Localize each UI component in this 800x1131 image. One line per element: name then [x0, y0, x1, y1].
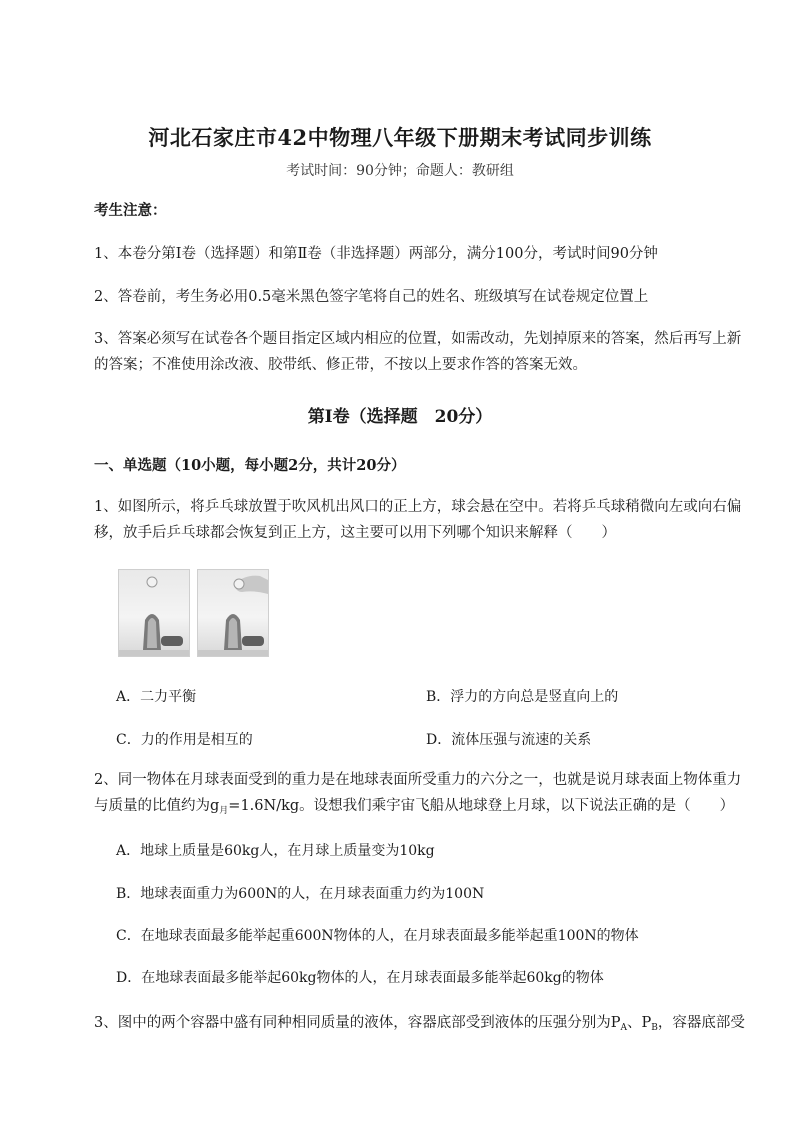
- question-3-subscript-a: A: [620, 1023, 627, 1033]
- notice-item-1: 1、本卷分第Ⅰ卷（选择题）和第Ⅱ卷（非选择题）两部分，满分100分，考试时间90分钟: [94, 246, 658, 262]
- part-heading: 一、单选题（10小题，每小题2分，共计20分）: [94, 457, 406, 474]
- question-2-stem-part2: =1.6N/kg。设想我们乘宇宙飞船从地球登上月球，以下说法正确的是（ ）: [228, 798, 735, 814]
- question-2-option-d: D．在地球表面最多能举起60kg物体的人，在月球表面最多能举起60kg的物体: [116, 970, 604, 986]
- question-1-option-a: A．二力平衡: [116, 689, 197, 705]
- question-1-photo-left: [118, 569, 190, 657]
- notice-item-3: 3、答案必须写在试卷各个题目指定区域内相应的位置，如需改动，先划掉原来的答案，然后再写上新的答案；不准使用涂改液、胶带纸、修正带，不按以上要求作答的答案无效。: [94, 331, 742, 373]
- notice-heading: 考生注意：: [94, 202, 167, 219]
- question-2-option-a: A．地球上质量是60kg人，在月球上质量变为10kg: [116, 843, 435, 859]
- question-3-subscript-b: B: [651, 1023, 658, 1033]
- question-1-photo-right: [197, 569, 269, 657]
- question-1-option-c: C．力的作用是相互的: [116, 732, 253, 748]
- question-2-stem-part1: 2、同一物体在月球表面受到的重力是在地球表面所受重力的六分之一，也就是说月球表面上物体重力与质量的比值约为g: [94, 772, 742, 814]
- question-3-stem: [94, 1010, 754, 1041]
- page-subtitle: 考试时间：90分钟；命题人：教研组: [286, 163, 514, 179]
- question-1-option-d: D．流体压强与流速的关系: [426, 732, 592, 748]
- question-3-stem-mid: 、P: [626, 1015, 652, 1031]
- question-1-option-b: B．浮力的方向总是竖直向上的: [426, 689, 619, 705]
- page-title: 河北石家庄市42中物理八年级下册期末考试同步训练: [148, 125, 652, 150]
- question-2-option-c: C．在地球表面最多能举起重600N物体的人，在月球表面最多能举起重100N的物体: [116, 928, 639, 944]
- question-1-stem: 1、如图所示，将乒乓球放置于吹风机出风口的正上方，球会悬在空中。若将乒乓球稍微向左或向右偏移，放手后乒乓球都会恢复到正上方，这主要可以用下列哪个知识来解释（ ）: [94, 499, 742, 541]
- question-2-stem: [94, 767, 754, 824]
- question-2-option-b: B．地球表面重力为600N的人，在月球表面重力约为100N: [116, 886, 485, 902]
- question-2-subscript: 月: [219, 806, 229, 816]
- section-title: 第Ⅰ卷（选择题 20分）: [307, 407, 493, 427]
- question-3-stem-part1: 3、图中的两个容器中盛有同种相同质量的液体，容器底部受到液体的压强分别为P: [94, 1015, 621, 1031]
- question-3-stem-part2: ，容器底部受: [657, 1015, 745, 1031]
- notice-item-2: 2、答卷前，考生务必用0.5毫米黑色签字笔将自己的姓名、班级填写在试卷规定位置上: [94, 289, 649, 305]
